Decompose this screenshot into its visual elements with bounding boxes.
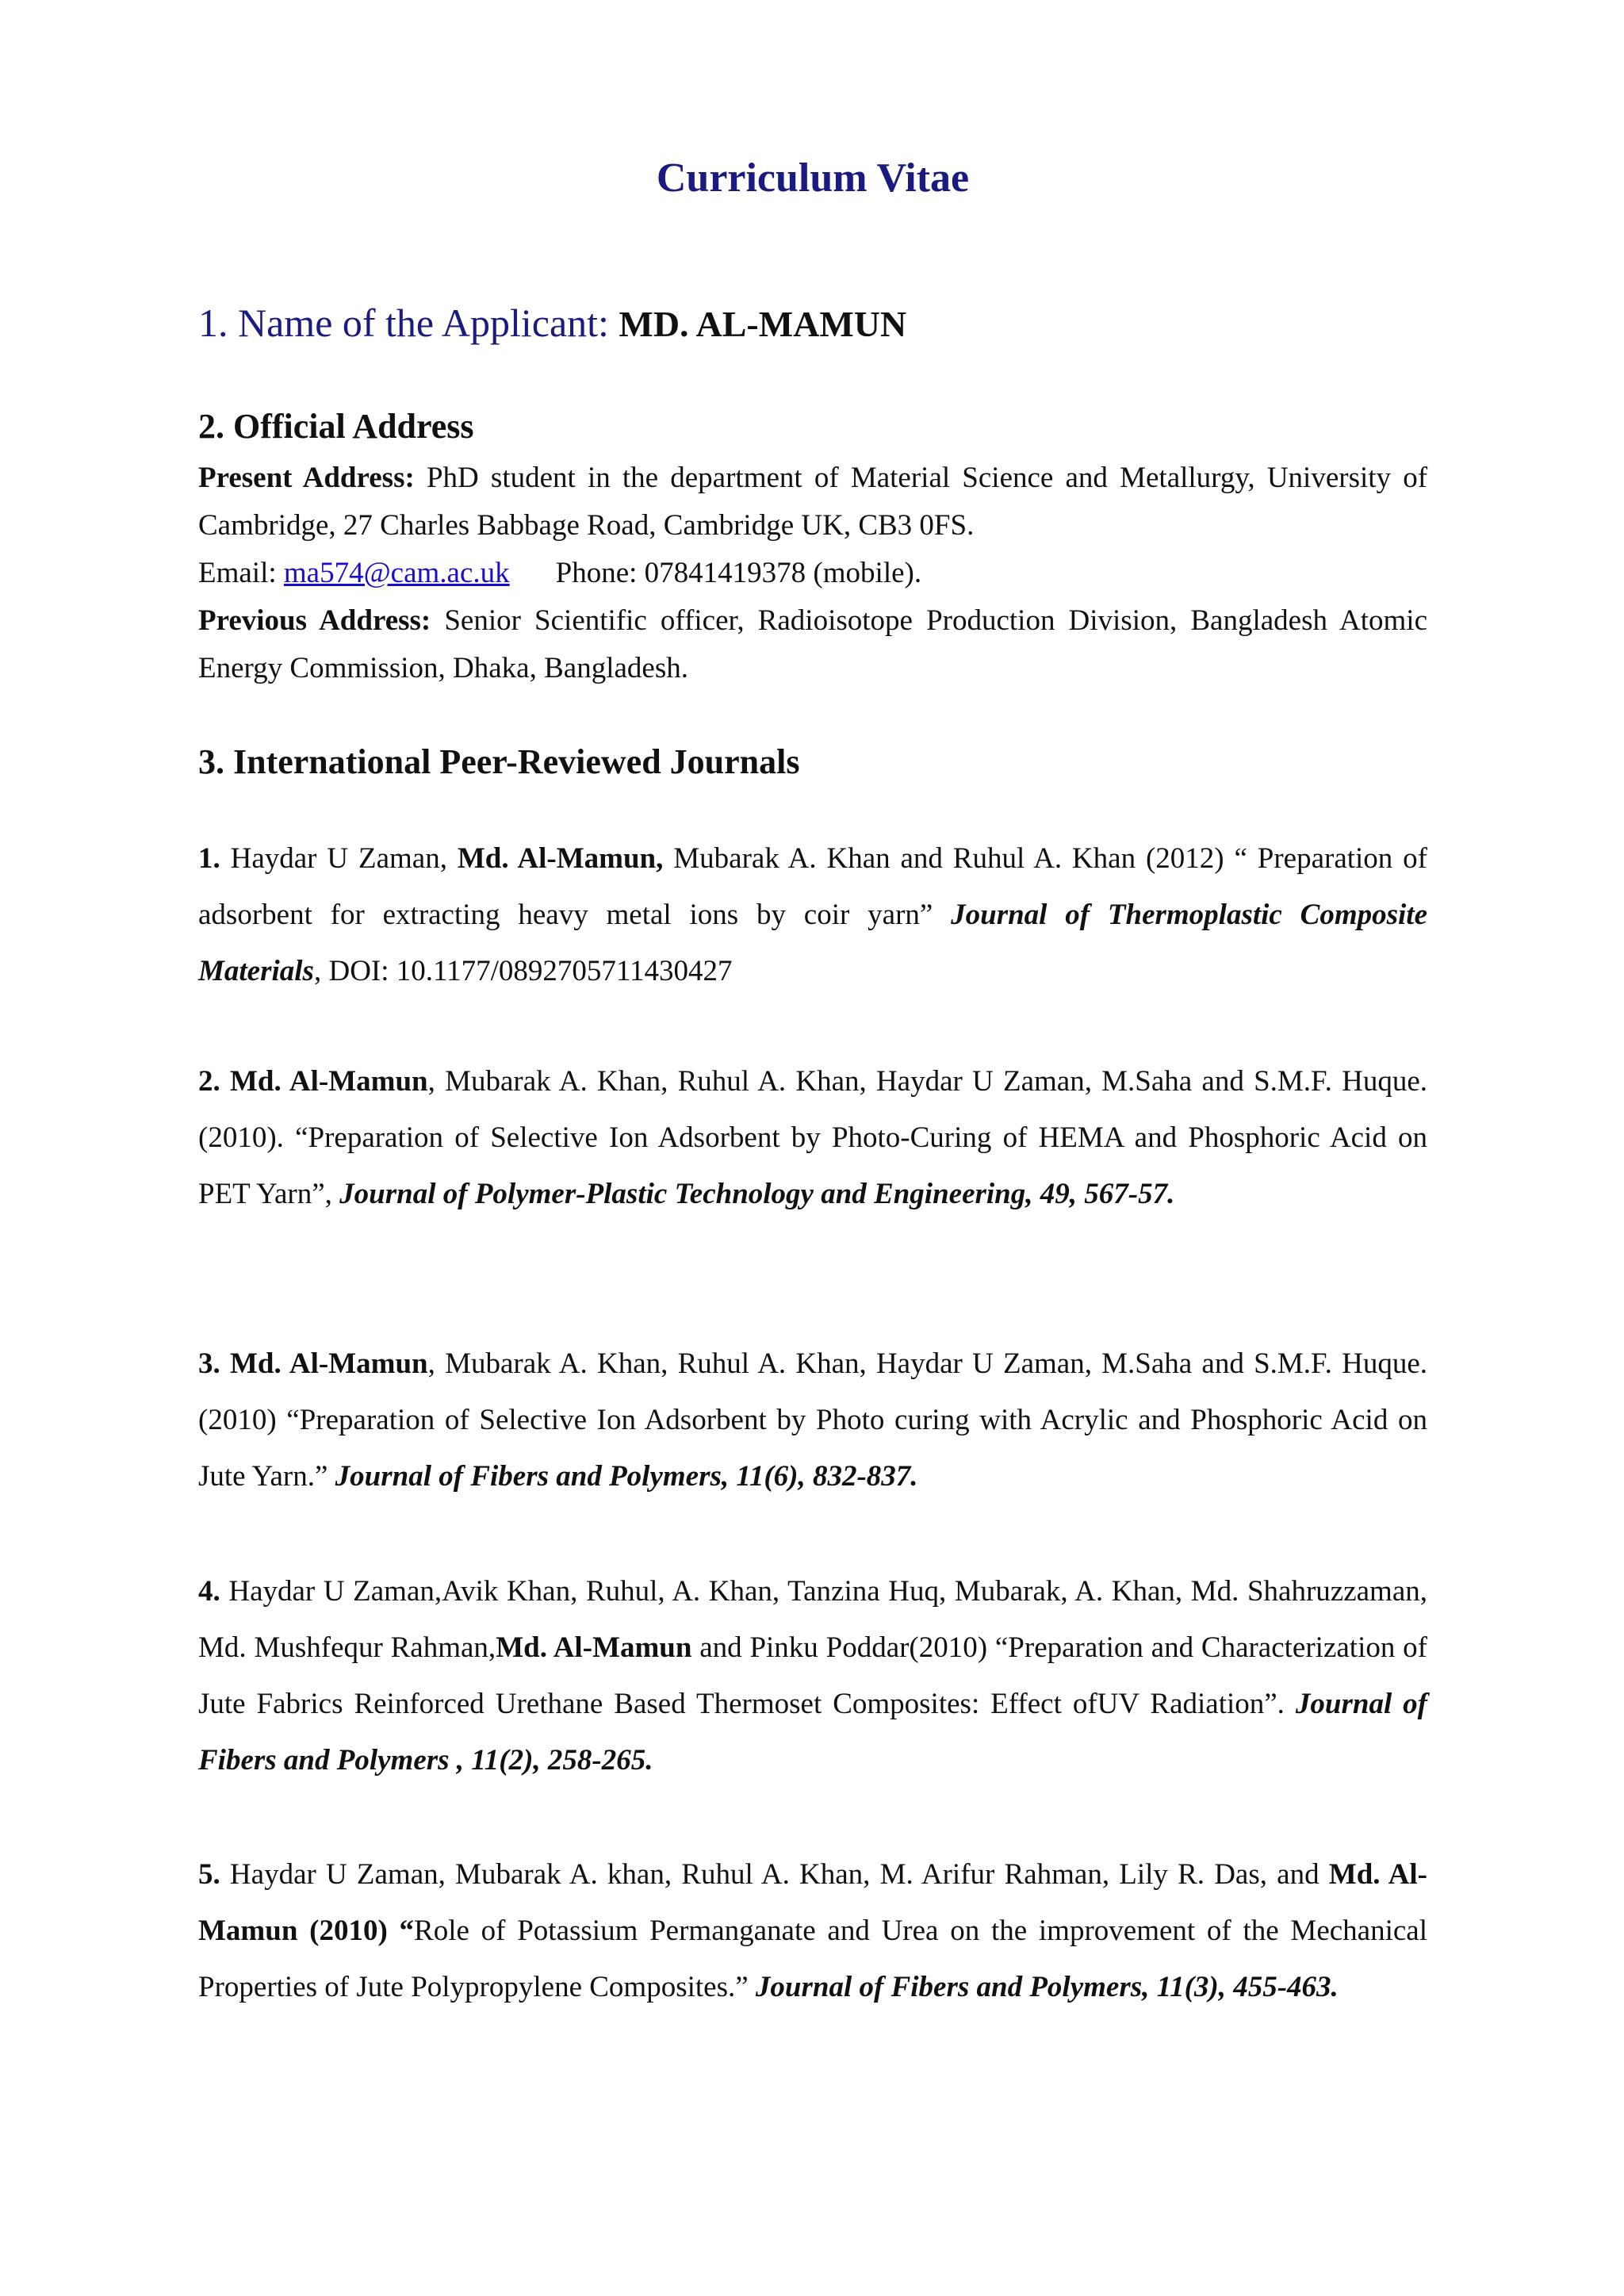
journal-item-highlight-author: Md. Al-Mamun (2010) “: [198, 1858, 1427, 1947]
journal-item-authors: Haydar U Zaman, Mubarak A. khan, Ruhul A. Khan, M. Arifur Rahman, Lily R. Das, and: [220, 1858, 1329, 1891]
journal-item-highlight-author: Md. Al-Mamun,: [457, 842, 664, 875]
present-address-label: Present Address:: [198, 462, 415, 494]
journal-item-title: Role of Potassium Permanganate and Urea on the improvement of the Mechanical Properties of Jute Polypropylene Composites.”: [198, 1915, 1427, 2003]
journal-item-highlight-author: Md. Al-Mamun: [229, 1065, 428, 1098]
present-address-text: PhD student in the department of Material Science and Metallurgy, University of Cambridge, 27 Charles Babbage Road, Cambridge UK, CB3 0FS.: [198, 462, 1428, 542]
journal-item: [198, 830, 1427, 999]
journal-item-journal: Journal of Polymer-Plastic Technology and Engineering, 49, 567-57.: [339, 1178, 1175, 1210]
email-link[interactable]: ma574@cam.ac.uk: [283, 557, 510, 589]
journal-item: [198, 1563, 1427, 1788]
journal-item-highlight-author: Md. Al-Mamun: [496, 1631, 692, 1664]
journal-item: [198, 1336, 1427, 1504]
journal-item-number: 1.: [198, 842, 220, 875]
page-title: Curriculum Vitae: [656, 155, 970, 201]
journal-item-title: and Pinku Poddar(2010) “Preparation and Characterization of Jute Fabrics Reinforced Urethane Based Thermoset Composites: Effect ofUV Radiation”.: [198, 1631, 1427, 1720]
journal-item-journal: Journal of Fibers and Polymers, 11(3), 455-463.: [755, 1971, 1339, 2003]
previous-address: [198, 597, 1427, 692]
journal-item-number: 3.: [198, 1347, 220, 1380]
journal-item: [198, 1846, 1427, 2015]
journal-item-number: 5.: [198, 1858, 220, 1891]
journal-item-title: Mubarak A. Khan and Ruhul A. Khan (2012) “ Preparation of adsorbent for extracting heavy metal ions by coir yarn”: [198, 842, 1427, 931]
journal-item-title: , Mubarak A. Khan, Ruhul A. Khan, Haydar U Zaman, M.Saha and S.M.F. Huque. (2010). “Preparation of Selective Ion Adsorbent by Photo-Curing of HEMA and Phosphoric Acid on PET Yarn”,: [198, 1065, 1428, 1210]
journal-item-title: , Mubarak A. Khan, Ruhul A. Khan, Haydar U Zaman, M.Saha and S.M.F. Huque. (2010) “Preparation of Selective Ion Adsorbent by Photo curing with Acrylic and Phosphoric Acid on Jute Yarn.”: [198, 1347, 1428, 1493]
journal-item-journal: Journal of Fibers and Polymers , 11(2), 258-265.: [198, 1688, 1428, 1777]
journal-item-tail: , DOI: 10.1177/0892705711430427: [313, 955, 733, 987]
previous-address-text: Senior Scientific officer, Radioisotope Production Division, Bangladesh Atomic Energy Commission, Dhaka, Bangladesh.: [198, 604, 1427, 684]
contact-line: [198, 550, 1427, 597]
journal-item-number: 4.: [198, 1575, 220, 1608]
official-address-block: [198, 454, 1427, 692]
journal-item-authors: [220, 1065, 230, 1098]
official-address-heading: 2. Official Address: [198, 407, 474, 446]
applicant-name-line: [198, 300, 906, 346]
journal-item-authors: Haydar U Zaman,Avik Khan, Ruhul, A. Khan, Tanzina Huq, Mubarak, A. Khan, Md. Shahruzzaman, Md. Mushfequr Rahman,: [198, 1575, 1427, 1664]
applicant-label: 1. Name of the Applicant:: [198, 301, 609, 345]
journal-item-authors: [220, 1347, 230, 1380]
journal-item-journal: Journal of Fibers and Polymers, 11(6), 832-837.: [335, 1460, 918, 1493]
journal-item: [198, 1053, 1427, 1222]
journals-heading: 3. International Peer-Reviewed Journals: [198, 742, 800, 781]
email-label: Email:: [198, 557, 277, 589]
present-address: [198, 454, 1427, 550]
journal-item-highlight-author: Md. Al-Mamun: [229, 1347, 428, 1380]
applicant-name: MD. AL-MAMUN: [619, 304, 907, 344]
journal-item-number: 2.: [198, 1065, 220, 1098]
journal-item-authors: Haydar U Zaman,: [220, 842, 458, 875]
journal-item-journal: Journal of Thermoplastic Composite Materials: [198, 899, 1427, 987]
previous-address-label: Previous Address:: [198, 604, 431, 637]
phone-number: Phone: 07841419378 (mobile).: [555, 557, 922, 589]
